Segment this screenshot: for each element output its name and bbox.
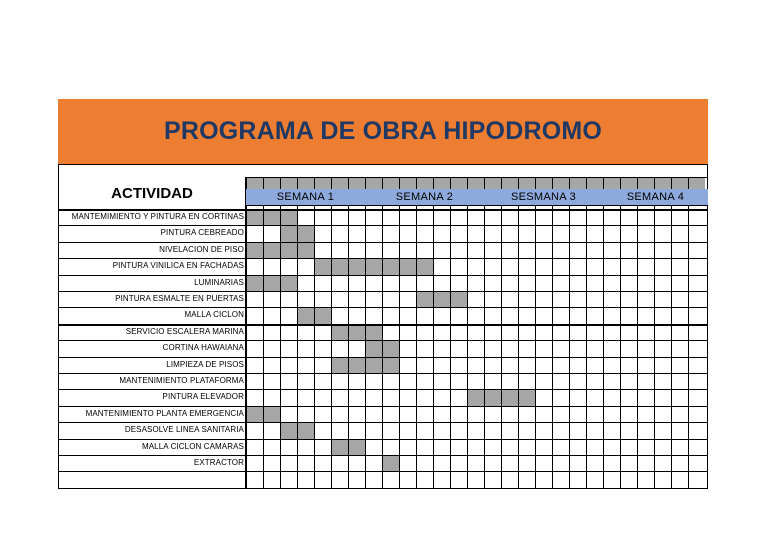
grid-line xyxy=(707,164,708,488)
header-strip-cell xyxy=(654,177,671,189)
grid-line xyxy=(518,205,519,488)
gantt-bar-cell xyxy=(297,422,314,438)
grid-line xyxy=(245,177,247,488)
grid-line xyxy=(58,471,708,472)
gantt-bar-cell xyxy=(382,340,399,356)
header-strip-cell xyxy=(382,177,399,189)
gantt-bar-cell xyxy=(297,242,314,258)
header-strip-cell xyxy=(280,177,297,189)
grid-line xyxy=(586,205,587,488)
gantt-bar-cell xyxy=(433,291,450,307)
header-strip-cell xyxy=(365,177,382,189)
gantt-bar-cell xyxy=(331,439,348,455)
grid-line xyxy=(365,205,366,488)
gantt-bar-cell xyxy=(331,357,348,373)
gantt-bar-cell xyxy=(348,324,365,340)
gantt-bar-cell xyxy=(280,209,297,225)
grid-line xyxy=(246,205,708,206)
grid-line xyxy=(688,205,689,488)
header-strip-cell xyxy=(263,177,280,189)
grid-line xyxy=(314,205,315,488)
header-strip-cell xyxy=(399,177,416,189)
activity-label: MANTEMIMIENTO Y PINTURA EN CORTINAS xyxy=(71,212,244,221)
grid-line xyxy=(552,177,553,189)
grid-line xyxy=(688,177,689,189)
grid-line xyxy=(535,177,536,189)
grid-line xyxy=(484,177,485,189)
grid-line xyxy=(586,177,587,189)
gantt-bar-cell xyxy=(501,389,518,405)
gantt-bar-cell xyxy=(348,357,365,373)
gantt-bar-cell xyxy=(246,275,263,291)
activity-label: LIMPIEZA DE PISOS xyxy=(166,359,244,369)
header-strip-cell xyxy=(637,177,654,189)
gantt-bar-cell xyxy=(331,258,348,274)
gantt-bar-cell xyxy=(246,209,263,225)
grid-line xyxy=(331,205,332,488)
gantt-bar-cell xyxy=(382,357,399,373)
activity-label: NIVELACION DE PISO xyxy=(159,244,244,254)
gantt-bar-cell xyxy=(484,389,501,405)
grid-line xyxy=(450,177,451,189)
header-strip-cell xyxy=(535,177,552,189)
week-header: SEMANA 4 xyxy=(603,189,708,205)
grid-line xyxy=(637,177,638,189)
grid-line xyxy=(603,177,604,189)
activity-label: PINTURA VINILICA EN FACHADAS xyxy=(112,261,244,271)
activity-label: PINTURA ELEVADOR xyxy=(162,392,244,402)
header-strip-cell xyxy=(552,177,569,189)
grid-line xyxy=(399,205,400,488)
grid-line xyxy=(671,177,672,189)
grid-line xyxy=(382,177,383,189)
grid-line xyxy=(637,205,638,488)
activity-label: CORTINA HAWAIANA xyxy=(162,343,244,353)
grid-line xyxy=(569,177,570,189)
activity-header: ACTIVIDAD xyxy=(111,184,193,202)
header-strip-cell xyxy=(416,177,433,189)
gantt-bar-cell xyxy=(450,291,467,307)
activity-label: PINTURA CEBREADO xyxy=(160,228,244,238)
activity-label: SERVICIO ESCALERA MARINA xyxy=(125,326,244,336)
week-header: SEMANA 2 xyxy=(365,189,484,205)
activity-label: LUMINARIAS xyxy=(194,277,244,287)
gantt-bar-cell xyxy=(416,291,433,307)
gantt-bar-cell xyxy=(348,258,365,274)
grid-line xyxy=(58,164,708,165)
gantt-bar-cell xyxy=(518,389,535,405)
grid-line xyxy=(620,177,621,189)
gantt-bar-cell xyxy=(365,357,382,373)
grid-line xyxy=(263,205,264,488)
header-strip-cell xyxy=(331,177,348,189)
grid-line xyxy=(620,205,621,488)
header-strip-cell xyxy=(569,177,586,189)
grid-line xyxy=(416,177,417,189)
grid-line xyxy=(280,177,281,189)
gantt-bar-cell xyxy=(382,258,399,274)
grid-line xyxy=(603,205,604,488)
grid-line xyxy=(58,488,708,489)
gantt-bar-cell xyxy=(246,242,263,258)
gantt-bar-cell xyxy=(263,242,280,258)
gantt-bar-cell xyxy=(297,307,314,323)
grid-line xyxy=(331,177,332,189)
header-strip-cell xyxy=(501,177,518,189)
header-strip-cell xyxy=(671,177,688,189)
gantt-bar-cell xyxy=(263,209,280,225)
gantt-bar-cell xyxy=(246,406,263,422)
header-strip-cell xyxy=(348,177,365,189)
gantt-bar-cell xyxy=(314,258,331,274)
gantt-bar-cell xyxy=(365,258,382,274)
header-strip-cell xyxy=(586,177,603,189)
activity-label: EXTRACTOR xyxy=(193,458,244,467)
header-strip-cell xyxy=(450,177,467,189)
activity-label: MALLA CICLON CAMARAS xyxy=(141,441,244,451)
header-strip-cell xyxy=(467,177,484,189)
gantt-bar-cell xyxy=(399,258,416,274)
grid-line xyxy=(467,177,468,189)
grid-line xyxy=(399,177,400,189)
header-strip-cell xyxy=(620,177,637,189)
grid-line xyxy=(569,205,570,488)
page-title: PROGRAMA DE OBRA HIPODROMO xyxy=(163,117,603,145)
grid-line xyxy=(246,177,708,178)
grid-line xyxy=(263,177,264,189)
activity-label: MANTENIMIENTO PLATAFORMA xyxy=(119,376,244,385)
gantt-bar-cell xyxy=(416,258,433,274)
grid-line xyxy=(382,205,383,488)
grid-line xyxy=(433,177,434,189)
grid-line xyxy=(518,177,519,189)
grid-line xyxy=(297,177,298,189)
grid-line xyxy=(501,177,502,189)
header-strip-cell xyxy=(484,177,501,189)
grid-line xyxy=(654,205,655,488)
gantt-bar-cell xyxy=(365,340,382,356)
grid-line xyxy=(450,205,451,488)
grid-line xyxy=(484,205,485,488)
grid-line xyxy=(348,177,349,189)
gantt-bar-cell xyxy=(382,455,399,471)
header-strip-cell xyxy=(433,177,450,189)
grid-line xyxy=(654,177,655,189)
gantt-bar-cell xyxy=(280,225,297,241)
grid-line xyxy=(348,205,349,488)
header-strip-cell xyxy=(314,177,331,189)
gantt-bar-cell xyxy=(280,275,297,291)
gantt-bar-cell xyxy=(263,406,280,422)
week-header: SEMANA 1 xyxy=(246,189,365,205)
grid-line xyxy=(501,205,502,488)
header-strip-cell xyxy=(603,177,620,189)
grid-line xyxy=(433,205,434,488)
schedule-sheet xyxy=(58,99,708,494)
header-strip-cell xyxy=(518,177,535,189)
grid-line xyxy=(552,205,553,488)
header-strip-cell xyxy=(246,177,263,189)
week-header: SESMANA 3 xyxy=(484,189,603,205)
gantt-bar-cell xyxy=(467,389,484,405)
header-strip-cell xyxy=(688,177,705,189)
gantt-bar-cell xyxy=(365,324,382,340)
grid-line xyxy=(297,205,298,488)
grid-line xyxy=(314,177,315,189)
gantt-bar-cell xyxy=(331,324,348,340)
gantt-bar-cell xyxy=(280,242,297,258)
grid-line xyxy=(416,205,417,488)
gantt-bar-cell xyxy=(280,422,297,438)
grid-line xyxy=(535,205,536,488)
title-banner xyxy=(58,99,708,164)
grid-line xyxy=(467,205,468,488)
activity-label: PINTURA ESMALTE EN PUERTAS xyxy=(115,294,244,303)
gantt-bar-cell xyxy=(263,275,280,291)
activity-label: MANTENIMIENTO PLANTA EMERGENCIA xyxy=(85,408,244,418)
grid-line xyxy=(671,205,672,488)
grid-line xyxy=(280,205,281,488)
gantt-bar-cell xyxy=(348,439,365,455)
activity-label: DESASOLVE LINEA SANITARIA xyxy=(124,425,244,435)
grid-line xyxy=(365,177,366,189)
activity-label: MALLA CICLON xyxy=(184,310,244,320)
gantt-bar-cell xyxy=(297,225,314,241)
header-strip-cell xyxy=(297,177,314,189)
gantt-bar-cell xyxy=(314,307,331,323)
